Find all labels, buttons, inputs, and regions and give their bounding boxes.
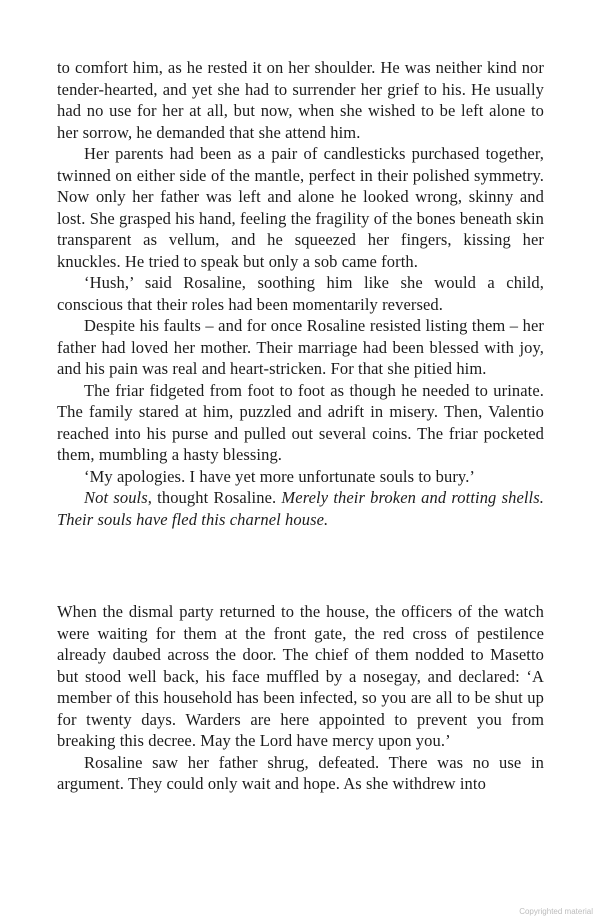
text-run: When the dismal party returned to the house, the officers of the watch were waiting for them at the front gate, the red cross of pestilence already daubed across the door. The chief of them nodded to Masetto but stood well back, his face muffled by a nosegay, and declared: ‘A member of this household has been infected, so you are all to be shut up for twenty days. Warders are here appointed to prevent you from breaking this decree. May the Lord have mercy upon you.’	[57, 602, 544, 750]
text-run: Rosaline saw her father shrug, defeated. There was no use in argument. They could only wait and hope. As she withdrew into	[57, 752, 544, 793]
paragraph	[57, 272, 544, 315]
text-run: Merely their broken and rotting shells. Their souls have fled this charnel house.	[57, 488, 544, 529]
text-run: ‘My apologies. I have yet more unfortunate souls to bury.’	[84, 466, 476, 486]
paragraph	[57, 380, 544, 466]
text-run: Her parents had been as a pair of candlesticks purchased together, twinned on either side of the mantle, perfect in their polished symmetry. Now only her father was left and alone he looked wrong, skinny and lost. She grasped his hand, feeling the fragility of the bones beneath skin transparent as vellum, and he squeezed her fingers, kissing her knuckles. He tried to speak but only a sob came forth.	[57, 144, 544, 271]
paragraph	[57, 601, 544, 752]
paragraph	[57, 315, 544, 380]
paragraph	[57, 752, 544, 795]
copyright-label: Copyrighted material	[519, 907, 593, 916]
paragraph	[57, 57, 544, 143]
paragraph	[57, 143, 544, 272]
paragraph	[57, 466, 544, 488]
text-run: The friar fidgeted from foot to foot as though he needed to urinate. The family stared at him, puzzled and adrift in misery. Then, Valentio reached into his purse and pulled out several coins. The friar pocketed them, mumbling a hasty blessing.	[57, 380, 544, 464]
text-run: , thought Rosaline.	[147, 488, 282, 507]
text-run: to comfort him, as he rested it on her shoulder. He was neither kind nor tender-hearted, and yet she had to surrender her grief to his. He usually had no use for her at all, but now, when she wished to be left alone to her sorrow, he demanded that she attend him.	[57, 58, 544, 142]
text-block	[57, 57, 544, 795]
text-run: Despite his faults – and for once Rosaline resisted listing them – her father had loved her mother. Their marriage had been blessed with joy, and his pain was real and heart-stricken. For that she pitied him.	[57, 316, 544, 378]
text-run: ‘Hush,’ said Rosaline, soothing him like she would a child, conscious that their roles had been momentarily reversed.	[57, 273, 544, 314]
paragraph	[57, 487, 544, 530]
text-run: Not souls	[84, 488, 148, 507]
